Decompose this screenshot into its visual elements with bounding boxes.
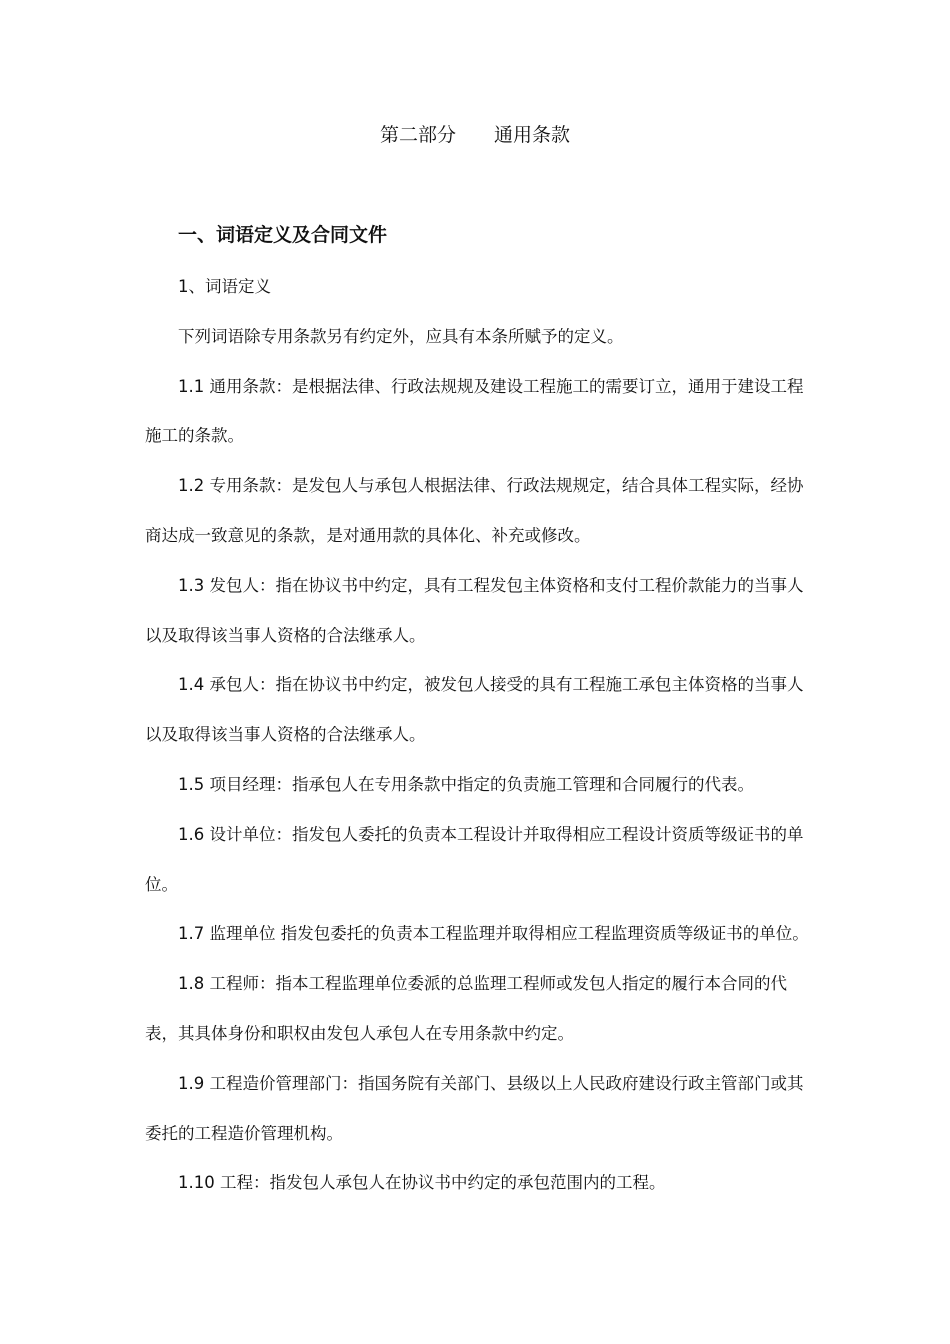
text-line: 1.4 承包人：指在协议书中约定，被发包人接受的具有工程施工承包主体资格的当事人	[178, 675, 804, 695]
text-line: 委托的工程造价管理机构。	[145, 1123, 343, 1143]
text-line: 1.8 工程师：指本工程监理单位委派的总监理工程师或发包人指定的履行本合同的代	[178, 974, 787, 994]
page-title	[0, 122, 950, 148]
text-line: 以及取得该当事人资格的合法继承人。	[145, 725, 426, 745]
section-heading: 一、词语定义及合同文件	[178, 224, 388, 246]
text-line: 商达成一致意见的条款，是对通用款的具体化、补充或修改。	[145, 525, 591, 545]
text-line: 1.10 工程：指发包人承包人在协议书中约定的承包范围内的工程。	[178, 1173, 666, 1193]
text-line: 1.5 项目经理：指承包人在专用条款中指定的负责施工管理和合同履行的代表。	[178, 774, 754, 794]
text-line: 1.3 发包人：指在协议书中约定，具有工程发包主体资格和支付工程价款能力的当事人	[178, 575, 804, 595]
text-line: 施工的条款。	[145, 426, 244, 446]
text-line: 位。	[145, 874, 178, 894]
text-line: 1.6 设计单位：指发包人委托的负责本工程设计并取得相应工程设计资质等级证书的单	[178, 824, 804, 844]
text-line: 1.2 专用条款：是发包人与承包人根据法律、行政法规规定，结合具体工程实际，经协	[178, 476, 804, 496]
document-body	[145, 262, 810, 1208]
title-part: 第二部分	[379, 124, 456, 146]
text-line: 下列词语除专用条款另有约定外，应具有本条所赋予的定义。	[178, 326, 624, 346]
text-line: 以及取得该当事人资格的合法继承人。	[145, 625, 426, 645]
text-line: 1、词语定义	[178, 277, 271, 296]
text-line: 表，其具体身份和职权由发包人承包人在专用条款中约定。	[145, 1023, 574, 1043]
title-name: 通用条款	[494, 124, 571, 146]
text-line: 1.7 监理单位 指发包委托的负责本工程监理并取得相应工程监理资质等级证书的单位。	[178, 924, 809, 944]
text-line: 1.9 工程造价管理部门：指国务院有关部门、县级以上人民政府建设行政主管部门或其	[178, 1073, 804, 1093]
text-line: 1.1 通用条款：是根据法律、行政法规规及建设工程施工的需要订立，通用于建设工程	[178, 376, 804, 396]
